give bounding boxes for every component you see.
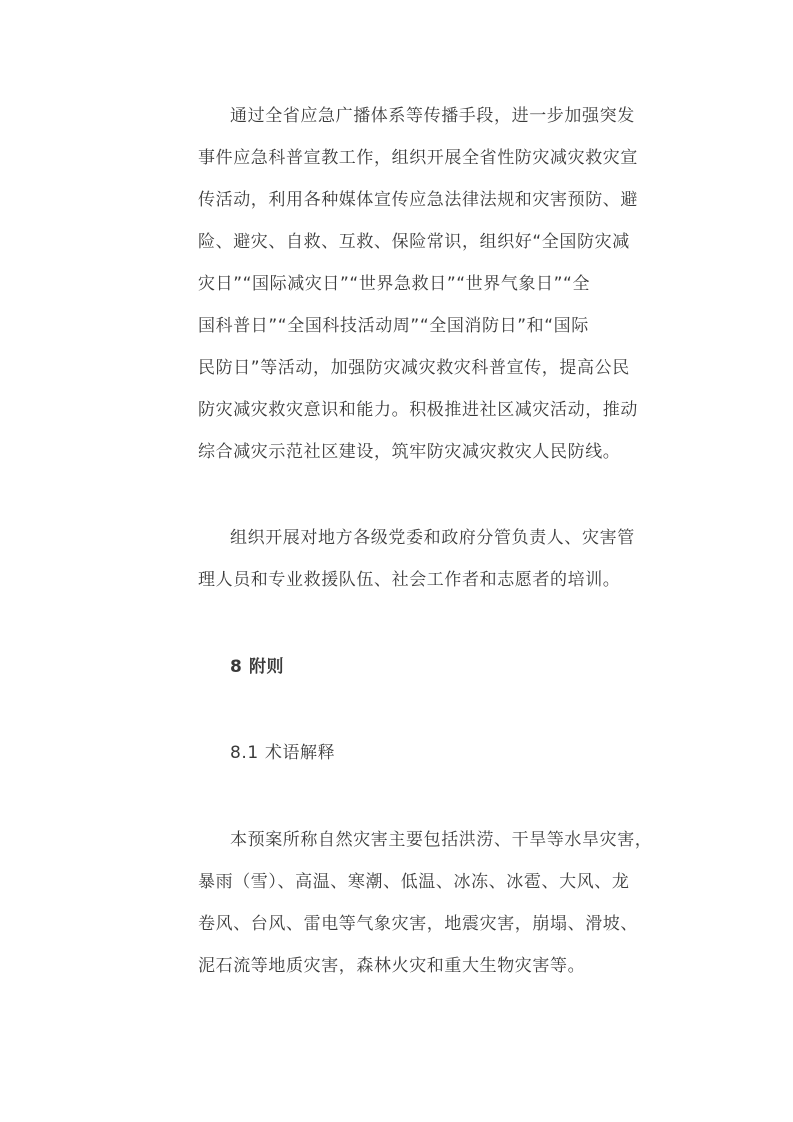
paragraph-line: 卷风、台风、雷电等气象灾害，地震灾害，崩塌、滑坡、 [198,914,638,934]
subsection-heading: 8.1 术语解释 [230,743,336,763]
paragraph-line: 事件应急科普宣教工作，组织开展全省性防灾减灾救灾宣 [198,148,638,168]
paragraph-line: 国科普日”“全国科技活动周”“全国消防日”和“国际 [198,316,589,336]
paragraph-line: 理人员和专业救援队伍、社会工作者和志愿者的培训。 [198,570,621,590]
paragraph-line: 险、避灾、自救、互救、保险常识，组织好“全国防灾减 [198,232,630,252]
paragraph-line: 综合减灾示范社区建设，筑牢防灾减灾救灾人民防线。 [198,442,621,462]
paragraph-line: 通过全省应急广播体系等传播手段，进一步加强突发 [230,106,635,126]
paragraph-line: 组织开展对地方各级党委和政府分管负责人、灾害管 [230,528,635,548]
paragraph-line: 暴雨（雪）、高温、寒潮、低温、冰冻、冰雹、大风、龙 [198,872,630,892]
paragraph-line: 本预案所称自然灾害主要包括洪涝、干旱等水旱灾害， [230,830,653,850]
paragraph-line: 传活动，利用各种媒体宣传应急法律法规和灾害预防、避 [198,190,638,210]
paragraph-line: 防灾减灾救灾意识和能力。积极推进社区减灾活动，推动 [198,400,638,420]
paragraph-line: 灾日”“国际减灾日”“世界急救日”“世界气象日”“全 [198,274,591,294]
paragraph-line: 泥石流等地质灾害，森林火灾和重大生物灾害等。 [198,956,586,976]
paragraph-line: 民防日”等活动，加强防灾减灾救灾科普宣传，提高公民 [198,358,630,378]
section-heading: 8 附则 [230,657,285,677]
